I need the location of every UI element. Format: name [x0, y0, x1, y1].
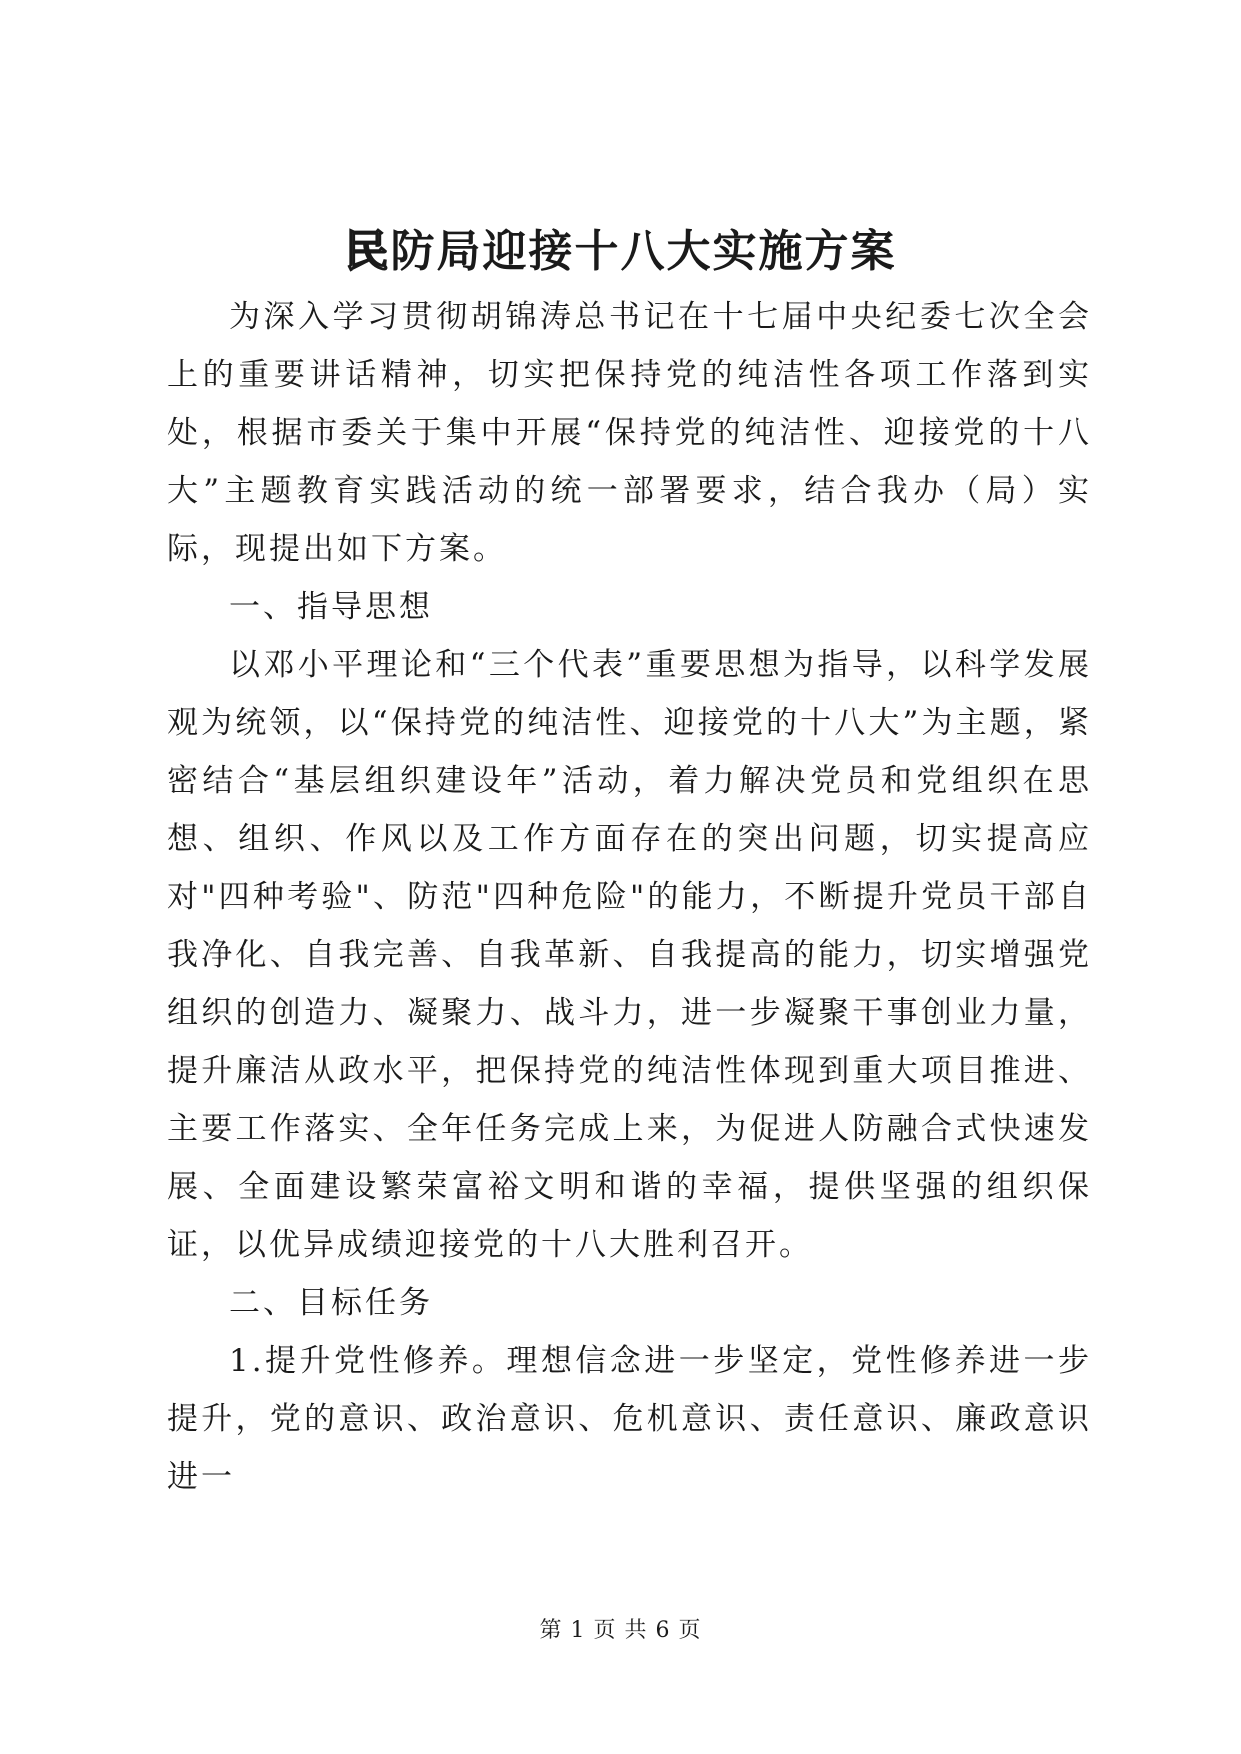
goal-item-paragraph: 1.提升党性修养。理想信念进一步坚定，党性修养进一步提升，党的意识、政治意识、危机意识、责任意识、廉政意识进一	[167, 1343, 1092, 1495]
guiding-ideology-paragraph: 以邓小平理论和“三个代表”重要思想为指导，以科学发展观为统领，以“保持党的纯洁性、迎接党的十八大”为主题，紧密结合“基层组织建设年”活动，着力解决党员和党组织在思想、组织、作风以及工作方面存在的突出问题，切实提高应对"四种考验"、防范"四种危险"的能力，不断提升党员干部自我净化、自我完善、自我革新、自我提高的能力，切实增强党组织的创造力、凝聚力、战斗力，进一步凝聚干事创业力量，提升廉洁从政水平，把保持党的纯洁性体现到重大项目推进、主要工作落实、全年任务完成上来，为促进人防融合式快速发展、全面建设繁荣富裕文明和谐的幸福，提供坚强的组织保证，以优异成绩迎接党的十八大胜利召开。	[167, 647, 1092, 1263]
title-text: 防局迎接十八大实施方案	[390, 226, 897, 277]
document-title	[0, 222, 1241, 282]
section-heading-guiding-ideology: 一、指导思想	[229, 589, 433, 625]
section-heading-goals-tasks: 二、目标任务	[229, 1285, 433, 1321]
page-number-footer: 第 1 页 共 6 页	[539, 1618, 702, 1643]
title-first-char: 民	[344, 226, 391, 277]
document-body	[167, 288, 1092, 1506]
intro-paragraph: 为深入学习贯彻胡锦涛总书记在十七届中央纪委七次全会上的重要讲话精神，切实把保持党的纯洁性各项工作落到实处，根据市委关于集中开展“保持党的纯洁性、迎接党的十八大”主题教育实践活动的统一部署要求，结合我办（局）实际，现提出如下方案。	[167, 299, 1092, 567]
